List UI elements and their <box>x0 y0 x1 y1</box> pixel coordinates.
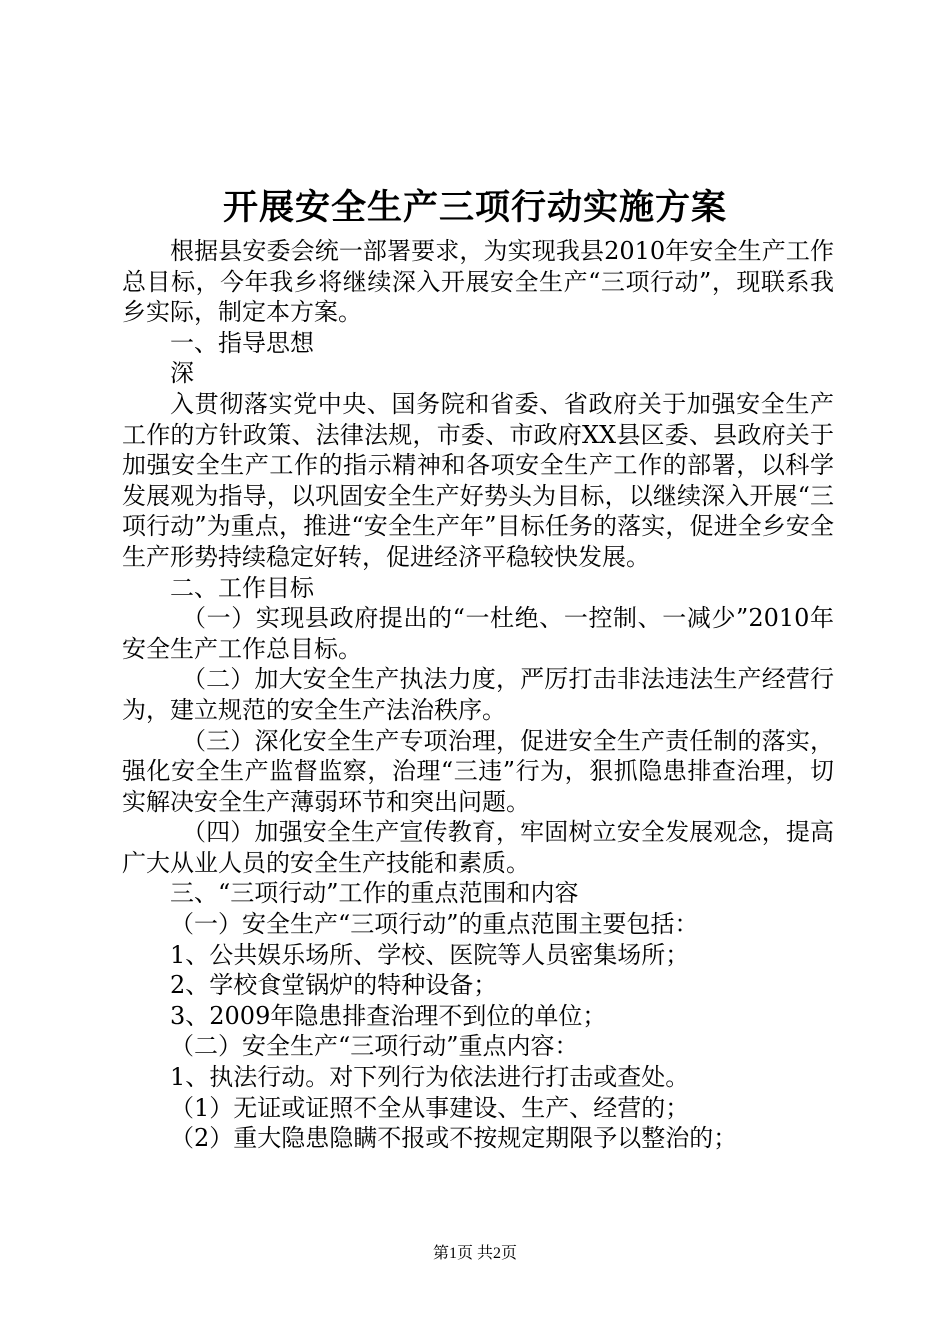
paragraph-guiding-ideology: 入贯彻落实党中央、国务院和省委、省政府关于加强安全生产工作的方针政策、法律法规，市委、市政府XX县区委、县政府关于加强安全生产工作的指示精神和各项安全生产工作的部署，以科学发展观为指导，以巩固安全生产好势头为目标，以继续深入开展“三项行动”为重点，推进“安全生产年”目标任务的落实，促进全乡安全生产形势持续稳定好转，促进经济平稳较快发展。 <box>122 389 834 571</box>
section-heading-guiding-ideology: 一、指导思想 <box>170 328 314 357</box>
paragraph-fragment: 深 <box>170 359 194 388</box>
paragraph-intro: 根据县安委会统一部署要求，为实现我县2010年安全生产工作总目标，今年我乡将继续深入开展安全生产“三项行动”，现联系我乡实际，制定本方案。 <box>122 237 834 327</box>
goal-item-4: （四）加强安全生产宣传教育，牢固树立安全发展观念，提高广大从业人员的安全生产技能和素质。 <box>122 818 834 877</box>
goal-item-3: （三）深化安全生产专项治理，促进安全生产责任制的落实，强化安全生产监督监察，治理“三违”行为，狠抓隐患排查治理，切实解决安全生产薄弱环节和突出问题。 <box>122 726 834 816</box>
goal-item-2: （二）加大安全生产执法力度，严厉打击非法违法生产经营行为，建立规范的安全生产法治秩序。 <box>122 665 834 724</box>
document-body <box>122 236 834 1154</box>
content-item-1: 1、执法行动。对下列行为依法进行打击或查处。 <box>170 1063 690 1092</box>
content-subitem-2: （2）重大隐患隐瞒不报或不按规定期限予以整治的； <box>170 1124 738 1153</box>
subsection-heading-scope: （一）安全生产“三项行动”的重点范围主要包括： <box>170 910 699 939</box>
document-title: 开展安全生产三项行动实施方案 <box>222 187 727 228</box>
scope-item-2: 2、学校食堂锅炉的特种设备； <box>170 971 498 1000</box>
section-heading-scope-content: 三、“三项行动”工作的重点范围和内容 <box>170 879 579 908</box>
scope-item-3: 3、2009年隐患排查治理不到位的单位； <box>170 1001 607 1030</box>
goal-item-1: （一）实现县政府提出的“一杜绝、一控制、一减少”2010年安全生产工作总目标。 <box>122 604 834 663</box>
content-subitem-1: （1）无证或证照不全从事建设、生产、经营的； <box>170 1093 690 1122</box>
subsection-heading-content: （二）安全生产“三项行动”重点内容： <box>170 1032 579 1061</box>
page-footer: 第1页 共2页 <box>432 1245 517 1262</box>
section-heading-work-goals: 二、工作目标 <box>170 573 314 602</box>
scope-item-1: 1、公共娱乐场所、学校、医院等人员密集场所； <box>170 940 690 969</box>
